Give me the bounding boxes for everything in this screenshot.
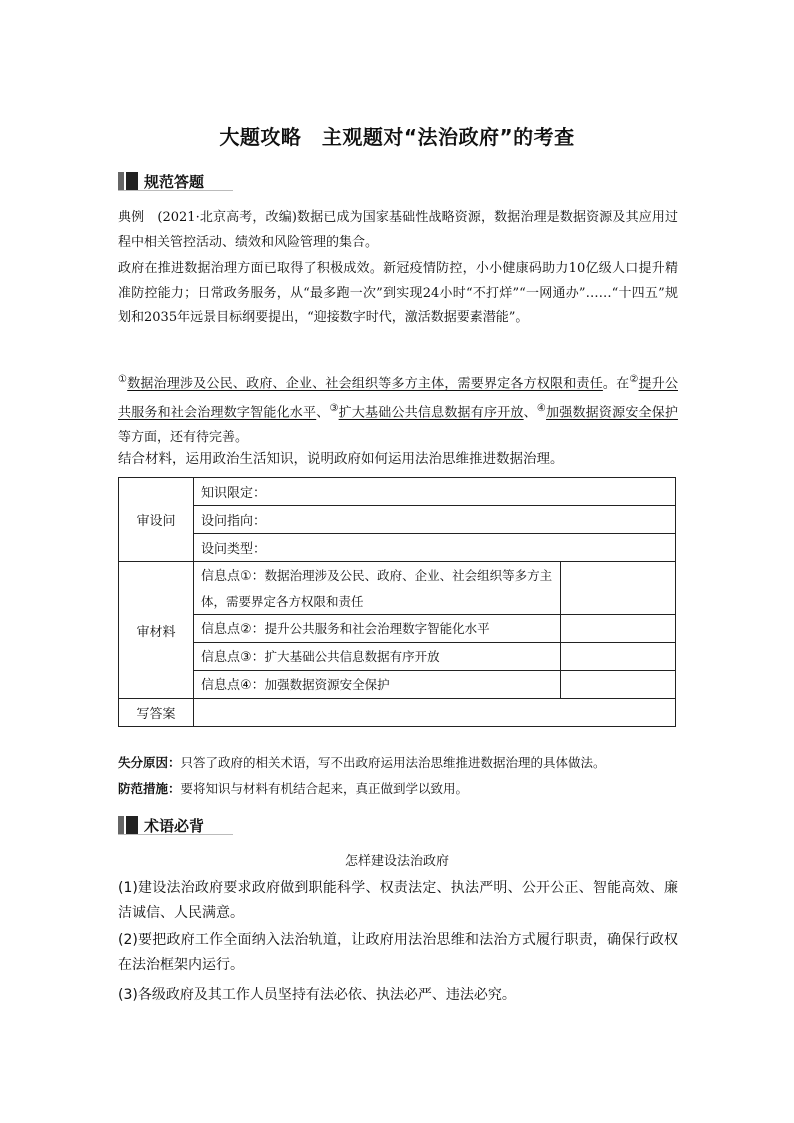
- term-item-1: (1)建设法治政府要求政府做到职能科学、权责法定、执法严明、公开公正、智能高效、廉洁诚信、人民满意。: [118, 880, 678, 921]
- info-point-3: 信息点③：扩大基础公共信息数据有序开放: [194, 643, 561, 671]
- shen-cailiao-cell: 审材料: [119, 562, 194, 699]
- underline-2: 提升公共服务和社会治理数字智能化水平: [118, 376, 678, 421]
- example-question: 结合材料，运用政治生活知识，说明政府如何运用法治思维推进数据治理。: [118, 451, 564, 467]
- section-marker-icon: [118, 816, 138, 834]
- info-point-4: 信息点④：加强数据资源安全保护: [194, 671, 561, 699]
- zhixiang-cell: 设问指向：: [194, 506, 676, 534]
- info-blank-1: [561, 562, 676, 615]
- shen-wen-cell: 审设问: [119, 478, 194, 562]
- answer-blank: [194, 699, 676, 727]
- underline-1: 数据治理涉及公民、政府、企业、社会组织等多方主体，需要界定各方权限和责任: [127, 376, 603, 392]
- underline-3: 扩大基础公共信息数据有序开放: [338, 405, 524, 421]
- info-blank-4: [561, 671, 676, 699]
- section-header-guifan: [118, 171, 204, 191]
- term-item-2: (2)要把政府工作全面纳入法治轨道，让政府用法治思维和法治方式履行职责，确保行政权在法治框架内运行。: [118, 932, 678, 973]
- info-point-2: 信息点②：提升公共服务和社会治理数字智能化水平: [194, 615, 561, 643]
- example-material: 政府在推进数据治理方面已取得了积极成效。新冠疫情防控，小小健康码助力10亿级人口提升精准防控能力；日常政务服务，从“最多跑一次”到实现24小时“不打烊”“一网通办”……“十四五”规划和2035年远景目标纲要提出，“迎接数字时代，激活数据要素潜能”。: [118, 261, 678, 325]
- xie-daan-cell: 写答案: [119, 699, 194, 727]
- section-label: 规范答题: [144, 172, 205, 191]
- example-underlined-material: ①数据治理涉及公民、政府、企业、社会组织等多方主体，需要界定各方权限和责任。在②提升公共服务和社会治理数字智能化水平、③扩大基础公共信息数据有序开放、④加强数据资源安全保护等方面，还有待完善。: [118, 374, 678, 445]
- info-blank-2: [561, 615, 676, 643]
- section-header-shuyu: [118, 815, 204, 835]
- zhishi-cell: 知识限定：: [194, 478, 676, 506]
- example-intro: 典例 (2021·北京高考，改编)数据已成为国家基础性战略资源，数据治理是数据资源及其应用过程中相关管控活动、绩效和风险管理的集合。: [118, 210, 678, 250]
- prevent-measure: 防范措施：要将知识与材料有机结合起来，真正做到学以致用。: [118, 781, 469, 796]
- section-label: 术语必背: [144, 816, 205, 835]
- info-blank-3: [561, 643, 676, 671]
- terms-title: 怎样建设法治政府: [344, 854, 449, 869]
- page-title: 大题攻略 主观题对“法治政府”的考查: [219, 125, 575, 149]
- section-marker-icon: [118, 172, 138, 190]
- info-point-1: 信息点①：数据治理涉及公民、政府、企业、社会组织等多方主体，需要界定各方权限和责任: [194, 562, 561, 615]
- underline-4: 加强数据资源安全保护: [546, 405, 678, 421]
- loss-reason: 失分原因：只答了政府的相关术语，写不出政府运用法治思维推进数据治理的具体做法。: [118, 755, 606, 770]
- leixing-cell: 设问类型：: [194, 534, 676, 562]
- analysis-table: [118, 477, 676, 727]
- term-item-3: (3)各级政府及其工作人员坚持有法必依、执法必严、违法必究。: [118, 987, 516, 1003]
